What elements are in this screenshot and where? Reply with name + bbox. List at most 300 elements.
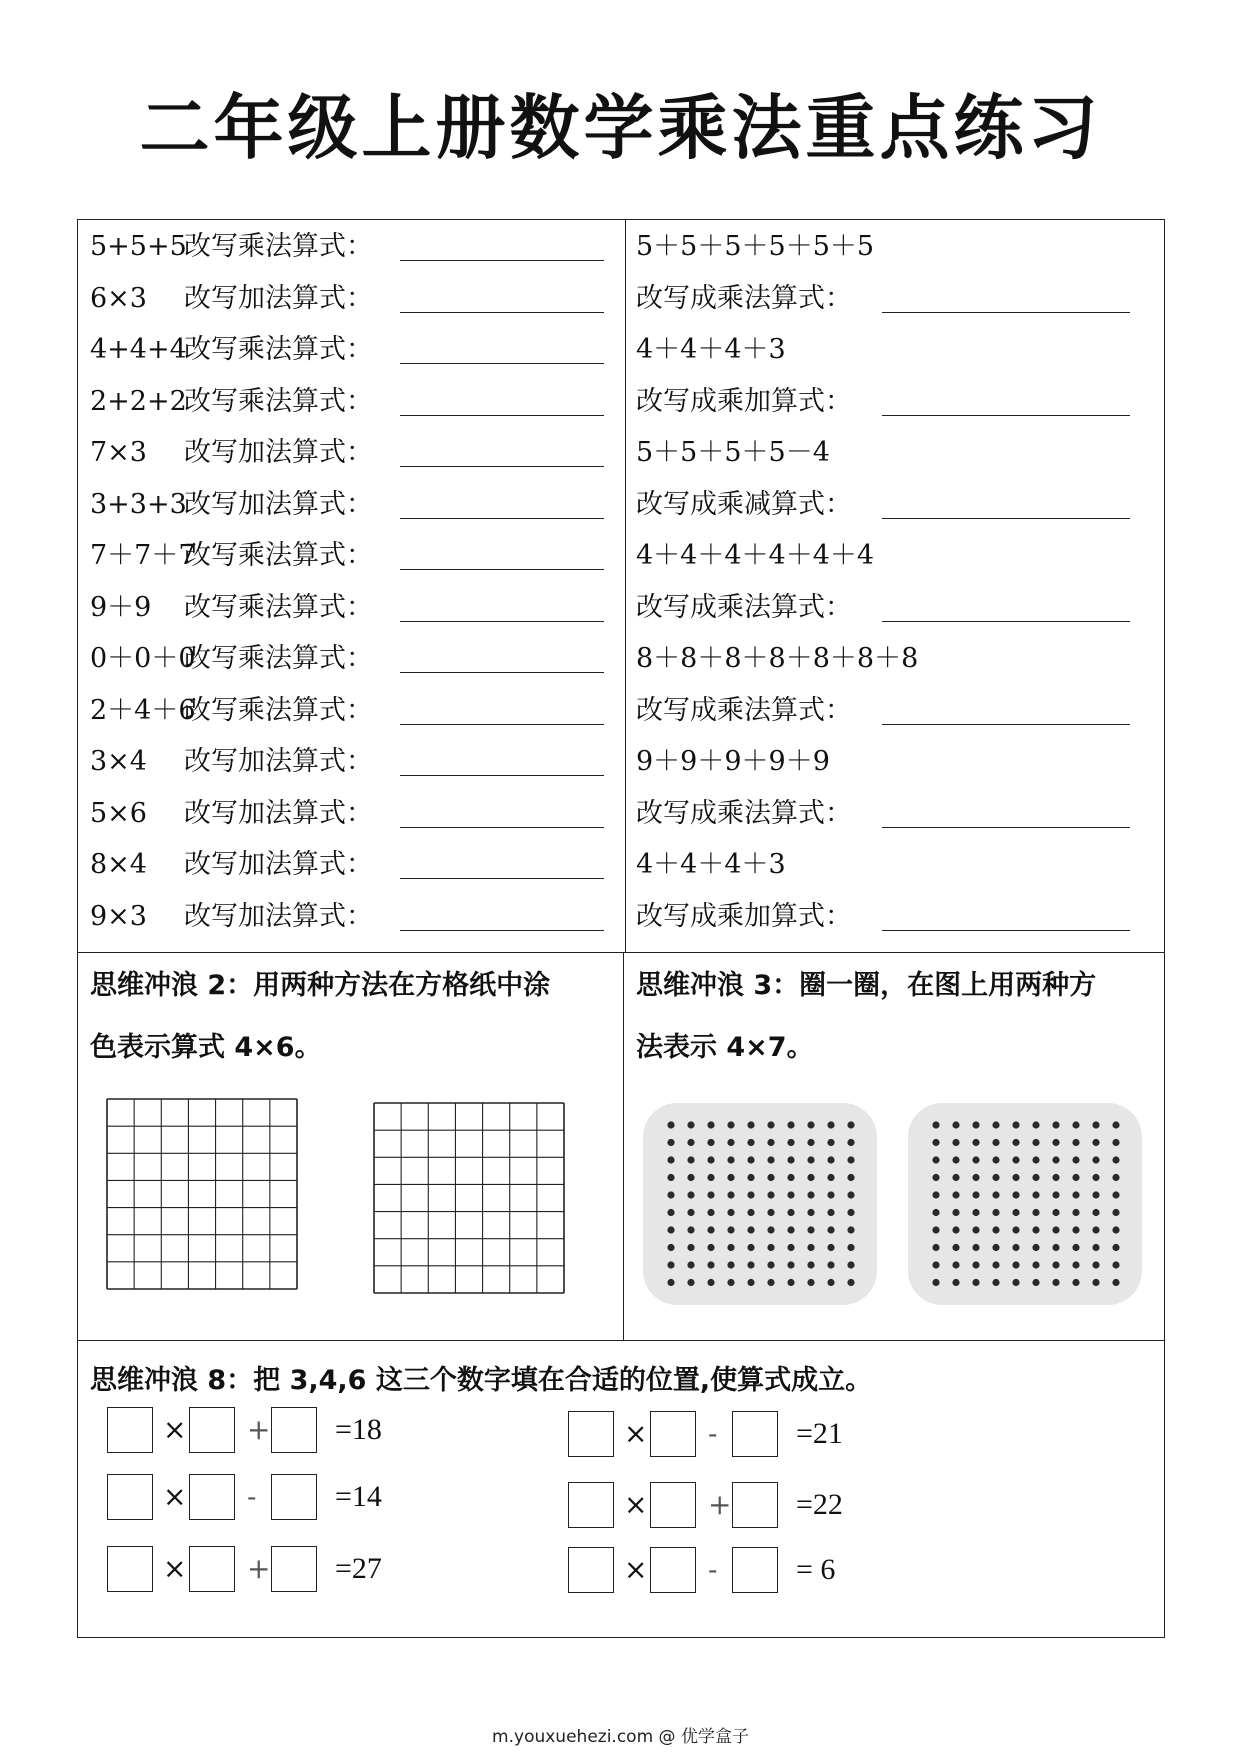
operator-multiply: × bbox=[163, 1480, 187, 1513]
dot bbox=[747, 1209, 754, 1216]
answer-blank[interactable] bbox=[882, 930, 1130, 931]
exercise-instruction: 改写成乘减算式： bbox=[636, 488, 852, 520]
operator-multiply: × bbox=[624, 1553, 648, 1586]
dot bbox=[1012, 1226, 1019, 1233]
dot bbox=[1032, 1174, 1039, 1181]
dot bbox=[992, 1279, 999, 1286]
dot bbox=[1012, 1279, 1019, 1286]
dot bbox=[807, 1174, 814, 1181]
dot bbox=[952, 1156, 959, 1163]
dot bbox=[727, 1226, 734, 1233]
dot bbox=[1012, 1121, 1019, 1128]
dot bbox=[747, 1261, 754, 1268]
dot bbox=[667, 1226, 674, 1233]
dot bbox=[1052, 1209, 1059, 1216]
dot bbox=[1032, 1261, 1039, 1268]
answer-box[interactable] bbox=[271, 1407, 317, 1453]
exercise-expression: 7×3 bbox=[90, 437, 147, 468]
dot bbox=[992, 1244, 999, 1251]
dot bbox=[992, 1226, 999, 1233]
dot bbox=[767, 1244, 774, 1251]
dot bbox=[1112, 1226, 1119, 1233]
dot bbox=[1032, 1191, 1039, 1198]
section3-heading-line2: 法表示 4×7。 bbox=[636, 1032, 814, 1063]
equation-result: =18 bbox=[335, 1413, 382, 1446]
section2-heading-line2: 色表示算式 4×6。 bbox=[90, 1032, 322, 1063]
dot bbox=[1032, 1209, 1039, 1216]
exercise-expression: 8×4 bbox=[90, 849, 147, 880]
answer-box[interactable] bbox=[650, 1482, 696, 1528]
answer-blank[interactable] bbox=[400, 930, 604, 931]
dot bbox=[807, 1121, 814, 1128]
dot bbox=[932, 1261, 939, 1268]
answer-box[interactable] bbox=[271, 1474, 317, 1520]
dot bbox=[807, 1191, 814, 1198]
dot bbox=[952, 1191, 959, 1198]
dot bbox=[932, 1279, 939, 1286]
operator-multiply: × bbox=[163, 1413, 187, 1446]
dot bbox=[1092, 1191, 1099, 1198]
dot bbox=[972, 1191, 979, 1198]
dot bbox=[727, 1279, 734, 1286]
exercise-expression: 3+3+3 bbox=[90, 488, 187, 520]
dot bbox=[992, 1139, 999, 1146]
dot bbox=[747, 1226, 754, 1233]
answer-blank[interactable] bbox=[400, 415, 604, 416]
operator-multiply: × bbox=[624, 1488, 648, 1521]
dot bbox=[1112, 1191, 1119, 1198]
answer-blank[interactable] bbox=[882, 312, 1130, 313]
dot bbox=[932, 1209, 939, 1216]
dot bbox=[707, 1191, 714, 1198]
dot bbox=[1112, 1279, 1119, 1286]
dot bbox=[1072, 1121, 1079, 1128]
dot bbox=[767, 1261, 774, 1268]
answer-blank[interactable] bbox=[400, 827, 604, 828]
dot bbox=[727, 1174, 734, 1181]
equation-result: =27 bbox=[335, 1552, 382, 1585]
operator: + bbox=[247, 1552, 271, 1585]
dot bbox=[992, 1156, 999, 1163]
dot bbox=[1112, 1261, 1119, 1268]
dot bbox=[707, 1156, 714, 1163]
dot bbox=[707, 1174, 714, 1181]
answer-blank[interactable] bbox=[400, 878, 604, 879]
dot bbox=[1052, 1226, 1059, 1233]
dot bbox=[827, 1209, 834, 1216]
answer-box[interactable] bbox=[189, 1546, 235, 1592]
dot bbox=[767, 1191, 774, 1198]
answer-box[interactable] bbox=[732, 1482, 778, 1528]
answer-box[interactable] bbox=[650, 1547, 696, 1593]
answer-box[interactable] bbox=[732, 1547, 778, 1593]
exercise-instruction: 改写加法算式： bbox=[184, 437, 373, 468]
answer-box[interactable] bbox=[568, 1411, 614, 1457]
dot bbox=[787, 1209, 794, 1216]
operator: + bbox=[708, 1488, 732, 1521]
dot bbox=[727, 1121, 734, 1128]
dot bbox=[847, 1191, 854, 1198]
dot bbox=[972, 1156, 979, 1163]
dot bbox=[1012, 1209, 1019, 1216]
grid-paper-1[interactable] bbox=[106, 1098, 298, 1290]
dot bbox=[1072, 1191, 1079, 1198]
dot bbox=[952, 1174, 959, 1181]
answer-box[interactable] bbox=[271, 1546, 317, 1592]
dot bbox=[687, 1226, 694, 1233]
exercise-instruction: 改写成乘法算式： bbox=[636, 591, 852, 623]
dot bbox=[952, 1244, 959, 1251]
dot bbox=[747, 1174, 754, 1181]
dot bbox=[1032, 1279, 1039, 1286]
dot bbox=[727, 1156, 734, 1163]
exercise-instruction: 改写成乘法算式： bbox=[636, 694, 852, 726]
answer-box[interactable] bbox=[189, 1474, 235, 1520]
exercise-instruction: 改写成乘法算式： bbox=[636, 797, 852, 829]
answer-blank[interactable] bbox=[882, 518, 1130, 519]
dot bbox=[667, 1121, 674, 1128]
answer-blank[interactable] bbox=[400, 363, 604, 364]
exercise-row bbox=[90, 642, 373, 676]
dot bbox=[932, 1174, 939, 1181]
dot bbox=[992, 1209, 999, 1216]
dot bbox=[1092, 1139, 1099, 1146]
exercise-row bbox=[90, 436, 373, 470]
dot bbox=[827, 1174, 834, 1181]
dot bbox=[1092, 1156, 1099, 1163]
answer-blank[interactable] bbox=[400, 621, 604, 622]
page-title: 二年级上册数学乘法重点练习 bbox=[139, 87, 1102, 169]
dot bbox=[827, 1121, 834, 1128]
dot bbox=[1072, 1139, 1079, 1146]
dot bbox=[972, 1121, 979, 1128]
dot bbox=[1052, 1279, 1059, 1286]
exercise-instruction: 改写加法算式： bbox=[184, 282, 373, 314]
dot bbox=[707, 1121, 714, 1128]
exercise-expression: 5+5+5 bbox=[90, 231, 187, 262]
answer-blank[interactable] bbox=[882, 415, 1130, 416]
dot bbox=[1052, 1174, 1059, 1181]
dot bbox=[747, 1139, 754, 1146]
dot bbox=[1072, 1174, 1079, 1181]
dot bbox=[767, 1174, 774, 1181]
dot bbox=[827, 1156, 834, 1163]
dot bbox=[767, 1156, 774, 1163]
exercise-instruction: 改写加法算式： bbox=[184, 746, 373, 777]
exercise-expression: 6×3 bbox=[90, 282, 147, 314]
dot bbox=[1032, 1139, 1039, 1146]
equation-result: =21 bbox=[796, 1417, 843, 1450]
answer-blank[interactable] bbox=[400, 312, 604, 313]
exercise-row bbox=[90, 745, 373, 779]
exercise-row bbox=[90, 694, 373, 728]
dot bbox=[972, 1209, 979, 1216]
exercise-expression: 9×3 bbox=[90, 900, 147, 932]
dot bbox=[952, 1261, 959, 1268]
dot bbox=[827, 1244, 834, 1251]
dot bbox=[707, 1261, 714, 1268]
answer-blank[interactable] bbox=[400, 672, 604, 673]
dot bbox=[747, 1156, 754, 1163]
operator: - bbox=[708, 1553, 718, 1586]
dot bbox=[1072, 1279, 1079, 1286]
dot-array-2[interactable] bbox=[908, 1103, 1142, 1305]
operator-multiply: × bbox=[624, 1417, 648, 1450]
dot bbox=[667, 1244, 674, 1251]
dot bbox=[687, 1156, 694, 1163]
section2-heading-line1: 思维冲浪 2：用两种方法在方格纸中涂 bbox=[90, 970, 551, 1001]
dot bbox=[847, 1174, 854, 1181]
dot bbox=[827, 1139, 834, 1146]
exercise-instruction: 改写乘法算式： bbox=[184, 694, 373, 726]
answer-box[interactable] bbox=[107, 1546, 153, 1592]
dot bbox=[687, 1261, 694, 1268]
exercise-expression: 4＋4＋4＋3 bbox=[636, 334, 786, 365]
dot bbox=[747, 1244, 754, 1251]
exercise-expression: 7＋7＋7 bbox=[90, 540, 196, 571]
dot bbox=[1112, 1121, 1119, 1128]
dot bbox=[727, 1261, 734, 1268]
answer-box[interactable] bbox=[107, 1407, 153, 1453]
dot bbox=[952, 1279, 959, 1286]
dot bbox=[807, 1279, 814, 1286]
dot bbox=[1092, 1244, 1099, 1251]
dot bbox=[687, 1139, 694, 1146]
dot bbox=[827, 1191, 834, 1198]
exercise-instruction: 改写乘法算式： bbox=[184, 385, 373, 417]
dot bbox=[747, 1279, 754, 1286]
dot bbox=[972, 1279, 979, 1286]
dot bbox=[687, 1121, 694, 1128]
dot bbox=[747, 1191, 754, 1198]
exercise-expression: 5×6 bbox=[90, 797, 147, 829]
dot bbox=[1112, 1174, 1119, 1181]
dot bbox=[787, 1139, 794, 1146]
dot bbox=[1072, 1226, 1079, 1233]
dot bbox=[807, 1261, 814, 1268]
exercise-instruction: 改写成乘法算式： bbox=[636, 282, 852, 314]
section-divider bbox=[78, 952, 1164, 953]
worksheet bbox=[77, 219, 1165, 1638]
dot bbox=[727, 1244, 734, 1251]
exercise-expression: 3×4 bbox=[90, 746, 147, 777]
dot bbox=[787, 1174, 794, 1181]
exercise-expression: 4+4+4 bbox=[90, 334, 187, 365]
dot bbox=[787, 1226, 794, 1233]
dot bbox=[747, 1121, 754, 1128]
dot bbox=[667, 1156, 674, 1163]
exercise-row bbox=[90, 900, 373, 934]
exercise-instruction: 改写乘法算式： bbox=[184, 643, 373, 674]
answer-blank[interactable] bbox=[400, 569, 604, 570]
dot bbox=[1112, 1139, 1119, 1146]
dot bbox=[1092, 1226, 1099, 1233]
exercise-expression: 9＋9＋9＋9＋9 bbox=[636, 746, 830, 777]
dot bbox=[767, 1209, 774, 1216]
dot bbox=[807, 1139, 814, 1146]
answer-blank[interactable] bbox=[400, 724, 604, 725]
dot bbox=[1092, 1209, 1099, 1216]
answer-blank[interactable] bbox=[882, 827, 1130, 828]
column-divider bbox=[625, 220, 626, 952]
dot bbox=[932, 1244, 939, 1251]
answer-box[interactable] bbox=[107, 1474, 153, 1520]
exercise-instruction: 改写乘法算式： bbox=[184, 591, 373, 623]
dot bbox=[1012, 1244, 1019, 1251]
dot bbox=[687, 1244, 694, 1251]
answer-blank[interactable] bbox=[882, 621, 1130, 622]
answer-box[interactable] bbox=[732, 1411, 778, 1457]
dot bbox=[932, 1156, 939, 1163]
dot bbox=[932, 1121, 939, 1128]
dot bbox=[787, 1121, 794, 1128]
dot bbox=[787, 1261, 794, 1268]
answer-blank[interactable] bbox=[400, 466, 604, 467]
operator-multiply: × bbox=[163, 1552, 187, 1585]
dot bbox=[807, 1226, 814, 1233]
dot bbox=[847, 1279, 854, 1286]
answer-box[interactable] bbox=[650, 1411, 696, 1457]
dot bbox=[992, 1261, 999, 1268]
dot bbox=[787, 1279, 794, 1286]
dot bbox=[1052, 1139, 1059, 1146]
dot bbox=[767, 1121, 774, 1128]
exercise-instruction: 改写乘法算式： bbox=[184, 540, 373, 571]
dot bbox=[807, 1209, 814, 1216]
dot bbox=[827, 1279, 834, 1286]
dot bbox=[1032, 1244, 1039, 1251]
footer-source: m.youxuehezi.com @ 优学盒子 bbox=[492, 1727, 749, 1747]
dot bbox=[687, 1174, 694, 1181]
answer-blank[interactable] bbox=[400, 260, 604, 261]
dot bbox=[847, 1226, 854, 1233]
grid-paper-2[interactable] bbox=[373, 1102, 565, 1294]
dot bbox=[847, 1156, 854, 1163]
answer-blank[interactable] bbox=[400, 775, 604, 776]
dot bbox=[827, 1261, 834, 1268]
dot bbox=[727, 1191, 734, 1198]
dot bbox=[1012, 1139, 1019, 1146]
dot bbox=[1072, 1209, 1079, 1216]
dot bbox=[932, 1226, 939, 1233]
exercise-row bbox=[90, 539, 373, 573]
dot bbox=[827, 1226, 834, 1233]
operator: - bbox=[708, 1417, 718, 1450]
operator: + bbox=[247, 1413, 271, 1446]
exercise-expression: 2+2+2 bbox=[90, 385, 187, 417]
exercise-row bbox=[90, 488, 373, 522]
exercise-expression: 4＋4＋4＋3 bbox=[636, 849, 786, 880]
dot bbox=[932, 1139, 939, 1146]
dot bbox=[1032, 1226, 1039, 1233]
dot bbox=[727, 1139, 734, 1146]
equation-result: =22 bbox=[796, 1488, 843, 1521]
exercise-expression: 9＋9 bbox=[90, 591, 152, 623]
dot bbox=[847, 1139, 854, 1146]
answer-blank[interactable] bbox=[882, 724, 1130, 725]
dot bbox=[932, 1191, 939, 1198]
dot bbox=[992, 1121, 999, 1128]
answer-box[interactable] bbox=[189, 1407, 235, 1453]
answer-box[interactable] bbox=[568, 1547, 614, 1593]
dot bbox=[847, 1209, 854, 1216]
exercise-instruction: 改写加法算式： bbox=[184, 900, 373, 932]
exercise-instruction: 改写乘法算式： bbox=[184, 231, 373, 262]
dot bbox=[952, 1209, 959, 1216]
exercise-expression: 5＋5＋5＋5＋5＋5 bbox=[636, 231, 875, 262]
dot bbox=[767, 1139, 774, 1146]
dot bbox=[727, 1209, 734, 1216]
exercise-expression: 5＋5＋5＋5－4 bbox=[636, 437, 830, 468]
dot bbox=[1112, 1244, 1119, 1251]
dot bbox=[687, 1191, 694, 1198]
dot bbox=[667, 1209, 674, 1216]
dot bbox=[687, 1279, 694, 1286]
dot bbox=[667, 1261, 674, 1268]
exercise-row bbox=[90, 591, 373, 625]
dot bbox=[787, 1244, 794, 1251]
dot bbox=[1092, 1174, 1099, 1181]
dot bbox=[847, 1261, 854, 1268]
exercise-expression: 8＋8＋8＋8＋8＋8＋8 bbox=[636, 643, 919, 674]
exercise-row bbox=[90, 333, 373, 367]
exercise-instruction: 改写成乘加算式： bbox=[636, 385, 852, 417]
dot bbox=[1052, 1156, 1059, 1163]
exercise-expression: 2＋4＋6 bbox=[90, 694, 196, 726]
dot bbox=[847, 1244, 854, 1251]
dot bbox=[667, 1279, 674, 1286]
dot bbox=[767, 1226, 774, 1233]
dot bbox=[767, 1279, 774, 1286]
dot bbox=[1112, 1156, 1119, 1163]
dot bbox=[667, 1191, 674, 1198]
dot bbox=[1052, 1261, 1059, 1268]
dot-array-1[interactable] bbox=[643, 1103, 877, 1305]
exercise-row bbox=[90, 230, 373, 264]
section8-heading: 思维冲浪 8：把 3,4,6 这三个数字填在合适的位置,使算式成立。 bbox=[90, 1365, 873, 1396]
section3-heading-line1: 思维冲浪 3：圈一圈，在图上用两种方 bbox=[636, 970, 1097, 1001]
dot bbox=[807, 1244, 814, 1251]
section-divider bbox=[78, 1340, 1164, 1341]
dot bbox=[667, 1174, 674, 1181]
exercise-row bbox=[90, 848, 373, 882]
dot bbox=[952, 1139, 959, 1146]
exercise-expression: 4＋4＋4＋4＋4＋4 bbox=[636, 540, 875, 571]
dot bbox=[1012, 1174, 1019, 1181]
answer-blank[interactable] bbox=[400, 518, 604, 519]
dot bbox=[972, 1139, 979, 1146]
dot bbox=[1052, 1244, 1059, 1251]
dot bbox=[1012, 1156, 1019, 1163]
exercise-row bbox=[90, 282, 373, 316]
dot bbox=[1092, 1279, 1099, 1286]
dot bbox=[1112, 1209, 1119, 1216]
dot bbox=[1052, 1121, 1059, 1128]
dot bbox=[992, 1191, 999, 1198]
dot bbox=[972, 1174, 979, 1181]
exercise-row bbox=[90, 797, 373, 831]
dot bbox=[972, 1261, 979, 1268]
exercise-instruction: 改写加法算式： bbox=[184, 488, 373, 520]
dot bbox=[1072, 1261, 1079, 1268]
dot bbox=[707, 1209, 714, 1216]
exercise-expression: 0＋0＋0 bbox=[90, 643, 196, 674]
exercise-instruction: 改写加法算式： bbox=[184, 849, 373, 880]
answer-box[interactable] bbox=[568, 1482, 614, 1528]
dot bbox=[1012, 1261, 1019, 1268]
operator: - bbox=[247, 1480, 257, 1513]
exercise-instruction: 改写乘法算式： bbox=[184, 334, 373, 365]
